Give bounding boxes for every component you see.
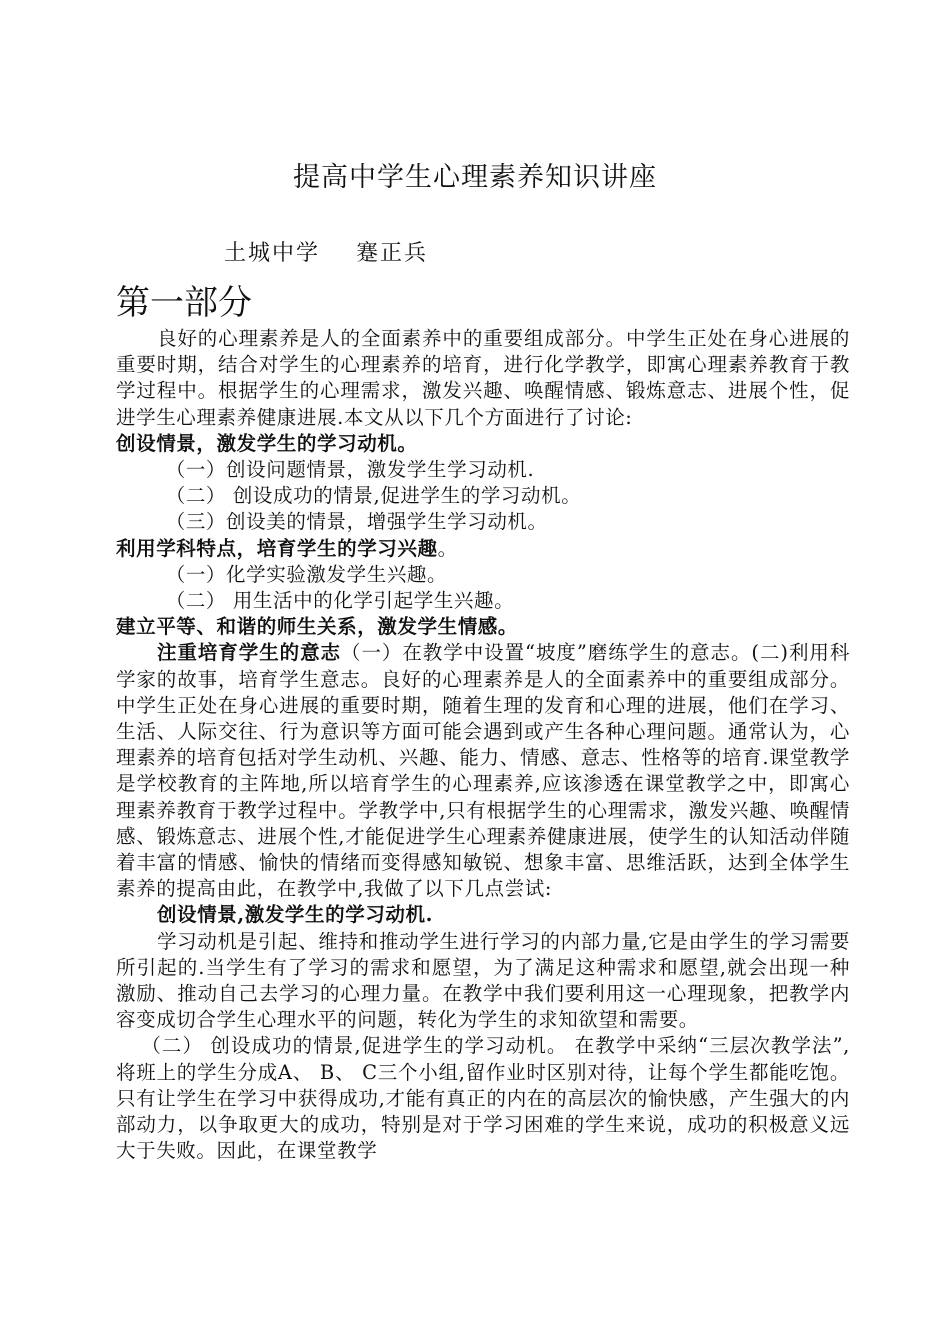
list-item: （三）创设美的情景，增强学生学习动机。 bbox=[165, 510, 548, 534]
section-heading-2 bbox=[116, 536, 850, 562]
list-item: （一）化学实验激发学生兴趣。 bbox=[165, 562, 448, 586]
author-line bbox=[224, 238, 428, 270]
will-paragraph bbox=[116, 640, 850, 902]
section-heading-2-text: 利用学科特点，培育学生的学习兴趣 bbox=[116, 536, 438, 560]
list-item: （一）创设问题情景，激发学生学习动机. bbox=[165, 458, 535, 482]
author-school: 土城中学 bbox=[224, 241, 321, 266]
motivation-paragraph: 学习动机是引起、维持和推动学生进行学习的内部力量,它是由学生的学习需要所引起的.当学生有了学习的需求和愿望，为了满足这种需求和愿望,就会出现一种激励、推动自己去学习的心理力量。在教学中我们要利用这一心理现象，把教学内容变成切合学生心理水平的问题，转化为学生的求知欲望和需要。 bbox=[116, 929, 850, 1032]
success-paragraph: （二） 创设成功的情景,促进学生的学习动机。 在教学中采纳“三层次教学法”,将班上的学生分成A、 B、 C三个小组,留作业时区别对待，让每个学生都能吃饱。只有让学生在学习中获得成功,才能有真正的内在的高层次的愉快感，产生强大的内部动力，以争取更大的成功，特别是对于学习困难的学生来说，成功的积极意义远大于失败。因此，在课堂教学 bbox=[116, 1034, 850, 1163]
page-title: 提高中学生心理素养知识讲座 bbox=[293, 162, 657, 193]
section-heading-4: 创设情景,激发学生的学习动机. bbox=[156, 903, 434, 927]
list-item: （二） 创设成功的情景,促进学生的学习动机。 bbox=[165, 484, 582, 508]
part-heading: 第一部分 bbox=[116, 283, 252, 323]
document-body bbox=[116, 326, 850, 1165]
intro-paragraph: 良好的心理素养是人的全面素养中的重要组成部分。中学生正处在身心进展的重要时期，结合对学生的心理素养的培育，进行化学教学，即寓心理素养教育于教学过程中。根据学生的心理需求，激发兴趣、唤醒情感、锻炼意志、进展个性，促进学生心理素养健康进展.本文从以下几个方面进行了讨论: bbox=[116, 327, 850, 429]
list-item: （二） 用生活中的化学引起学生兴趣。 bbox=[165, 589, 515, 613]
will-text: （一）在教学中设置“坡度”磨练学生的意志。(二)利用科学家的故事，培育学生意志。良好的心理素养是人的全面素养中的重要组成部分。中学生正处在身心进展的重要时期，随着生理的发育和心理的进展，他们在学习、生活、人际交往、行为意识等方面可能会遇到或产生各种心理问题。通常认为，心理素养的培育包括对学生动机、兴趣、能力、情感、意志、性格等的培育.课堂教学是学校教育的主阵地,所以培育学生的心理素养,应该渗透在课堂教学之中，即寓心理素养教育于教学过程中。学教学中,只有根据学生的心理需求，激发兴趣、唤醒情感、锻炼意志、进展个性,才能促进学生心理素养健康进展，使学生的认知活动伴随着丰富的情感、愉快的情绪而变得感知敏锐、想象丰富、思维活跃，达到全体学生素养的提高由此，在教学中,我做了以下几点尝试: bbox=[116, 641, 850, 901]
will-heading: 注重培育学生的意志 bbox=[156, 641, 341, 665]
section-heading-1: 创设情景，激发学生的学习动机。 bbox=[116, 431, 418, 455]
section-heading-3: 建立平等、和谐的师生关系，激发学生情感。 bbox=[116, 615, 519, 639]
author-name: 蹇正兵 bbox=[356, 241, 429, 266]
section-heading-2-tail: 。 bbox=[437, 536, 458, 560]
